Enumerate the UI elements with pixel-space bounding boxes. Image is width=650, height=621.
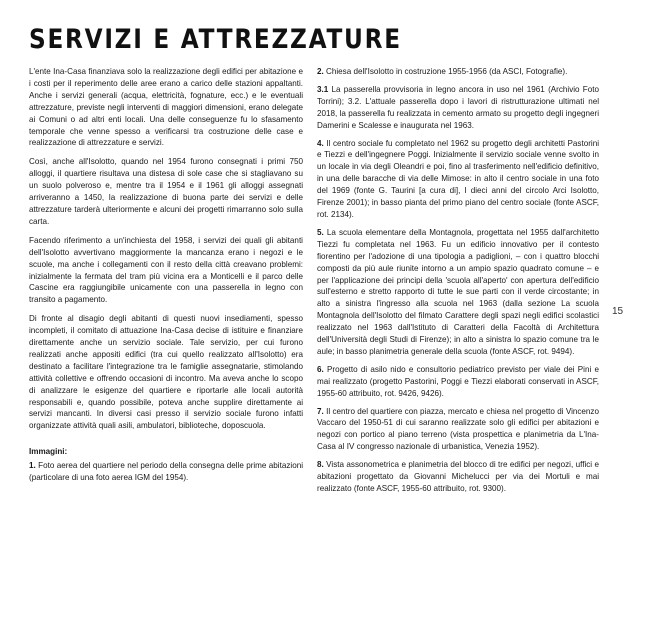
caption-number: 4. <box>317 138 324 148</box>
images-heading: Immagini: <box>29 447 68 457</box>
image-caption <box>317 66 599 78</box>
caption-number: 3.1 <box>317 84 329 94</box>
page-title: SERVIZI E ATTREZZATURE <box>29 24 402 55</box>
image-caption <box>317 84 599 132</box>
body-paragraph: Così, anche all'Isolotto, quando nel 1954 furono consegnati i primi 750 alloggi, il quartiere risultava una distesa di sole case che si stagliavano su un suolo polveroso e, mentre tra il 1954 e il 1961 gli alloggi assegnati arriveranno a 1450, la realizzazione di buona parte dei servizi e delle attrezzature tarderà ulteriormente e alcuni dei progetti rimarranno solo sulla carta. <box>29 157 303 226</box>
captions-column <box>317 66 599 501</box>
image-caption <box>317 459 599 495</box>
caption-number: 1. <box>29 461 36 471</box>
caption-text: La scuola elementare della Montagnola, progettata nel 1955 dall'architetto Tiezzi fu completata nel 1963. Fu un edificio innovativo per il contesto fiorentino per l'adozione di una tipologia a padiglioni, – con i quattro blocchi composti da più aule riunite intorno a un ampio spazio quadrato comune – e per l'applicazione dei principi della 'scuola all'aperto' con apertura dell'edificio sull'esterno e stretto rapporto di tutte le sue parti con il verde circostante; in alto a sinistra l'ingresso alla scuola nel 1963 (dalla sezione La scuola Montagnola dell'Isolotto del filmato Carattere degli spazi negli edifici scolastici realizzato nel 1963 dall'Istituto di Caratteri della Facoltà di Architettura dell'Università degli Studi di Firenze); in alto a sinistra lo spazio comune tra le aule; in basso planimetria generale della scuola (fonte ASCF, rot. 9494). <box>317 227 599 356</box>
caption-text: Il centro sociale fu completato nel 1962 su progetto degli architetti Pastorini e Tiezzi e dell'ingegnere Poggi. Inizialmente il servizio sociale venne svolto in un locale in via degli Oleandri e poi, fino al trasferimento nell'edificio definitivo, in una delle baracche di via delle Mimose: in alto il centro sociale in una foto del 1969 (fonte G. Taurini [a cura di], I dieci anni del circolo Arci Isolotto, Firenze 2001); in basso pianta del primo piano del centro sociale (fonte ASCF, rot. 2134). <box>317 138 599 219</box>
caption-text: Vista assonometrica e planimetria del blocco di tre edifici per negozi, uffici e abitazioni progettato da Giovanni Michelucci per via dei Mortuli e mai realizzato (fonte ASCF, 1955-60 attribuito, rot. 9300). <box>317 460 599 493</box>
caption-text: La passerella provvisoria in legno ancora in uso nel 1961 (Archivio Foto Torrini); 3.2. L'attuale passerella dopo i lavori di ristrutturazione ultimati nel 2018, la passerella fu realizzata in cemento armato su progetto degli ingegneri Damerini e Scalesse e inaugurata nel 1963. <box>317 84 599 130</box>
caption-text: Chiesa dell'Isolotto in costruzione 1955-1956 (da ASCI, Fotografie). <box>323 67 568 76</box>
main-text-column <box>29 66 303 491</box>
caption-number: 5. <box>317 227 324 237</box>
caption-number: 7. <box>317 406 324 416</box>
image-caption <box>317 406 599 454</box>
caption-text: Progetto di asilo nido e consultorio pediatrico previsto per viale dei Pini e mai realizzato (progetto Pastorini, Poggi e Tiezzi elaborati conservati in ASCF, 1955-60 attribuito, rot. 9426, 9426). <box>317 364 599 398</box>
caption-text: Il centro del quartiere con piazza, mercato e chiesa nel progetto di Vincenzo Vaccaro del 1950-51 di cui saranno realizzate solo gli edifici per abitazioni e negozi con portico al piano terreno (vista prospettica e planimetria da L'Ina-Casa al IV congresso nazionale di urbanistica, Venezia 1952). <box>317 406 599 452</box>
image-caption <box>317 227 599 358</box>
page-number: 15 <box>612 306 624 317</box>
image-caption <box>317 364 599 400</box>
body-paragraph: Facendo riferimento a un'inchiesta del 1958, i servizi dei quali gli abitanti dell'Isolotto avvertivano maggiormente la mancanza erano i negozi e le scuole, ma anche i collegamenti con il resto della città creavano problemi: inizialmente la fermata del tram più vicina era a Monticelli e il parco delle Cascine era raggiungibile unicamente con una passerella in legno con transito a pagamento. <box>29 235 303 305</box>
caption-number: 2. <box>317 67 324 76</box>
body-paragraph: L'ente Ina-Casa finanziava solo la realizzazione degli edifici per abitazione e i costi per il reperimento delle aree erano a carico delle stazioni appaltanti. Anche i servizi generali (acqua, elettricità, fognature, ecc.) e le eventuali attrezzature, previste negli interventi di maggiori dimensioni, erano delegate ai Comuni o ad altri enti locali. Una delle conseguenze fu lo sfasamento temporale che venne spesso a verificarsi tra costruzione delle case e realizzazione di attrezzature e servizi. <box>29 67 303 148</box>
caption-text: Foto aerea del quartiere nel periodo della consegna delle prime abitazioni (particolare di una foto aerea IGM del 1954). <box>29 461 303 483</box>
body-paragraph: Di fronte al disagio degli abitanti di questi nuovi insediamenti, spesso incompleti, il comitato di attuazione Ina-Casa decise di istituire e finanziare direttamente anche un servizio sociale. Tale servizio, per cui furono realizzati anche appositi edifici (tra cui quello realizzato all'Isolotto) era destinato a facilitare l'integrazione tra le famiglie assegnatarie, stimolando attività collettive e offrendo occasioni di incontro. Ma aveva anche lo scopo di analizzare le esigenze del quartiere e riportarle alle locali autorità responsabili e, quando possibile, poteva anche supplire direttamente ai servizi mancanti. In diversi casi presso il servizio sociale furono infatti organizzate attività quali asili, ambulatori, biblioteche, doposcuola. <box>29 314 303 431</box>
caption-number: 8. <box>317 460 324 470</box>
caption-number: 6. <box>317 364 324 374</box>
image-caption <box>317 138 599 221</box>
image-caption <box>29 460 303 484</box>
